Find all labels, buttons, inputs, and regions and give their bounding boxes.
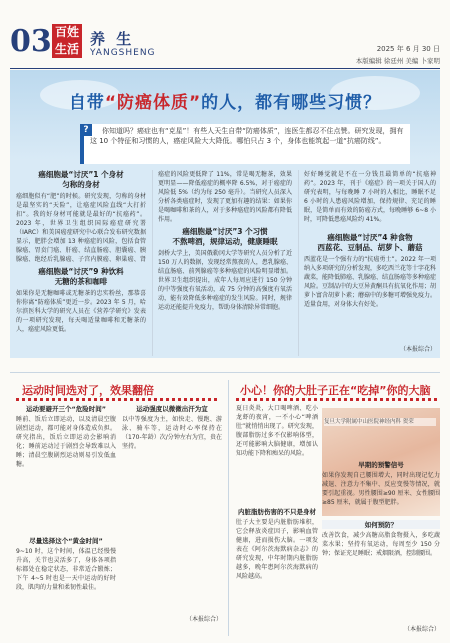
question-icon: ? bbox=[80, 124, 92, 136]
column-divider bbox=[228, 380, 229, 636]
title-underline bbox=[16, 398, 220, 401]
article-subhead: 运动强度以微微出汗为宜 bbox=[136, 405, 208, 413]
headline-part: 的人，都有哪些习惯？ bbox=[201, 93, 382, 113]
article-title: 运动时间选对了，效果翻倍 bbox=[22, 384, 154, 397]
article-right-column-2 bbox=[322, 460, 440, 516]
column-subhead: 癌细胞最“讨厌”9 种饮料 无糖的茶和咖啡 bbox=[38, 267, 124, 286]
column-divider bbox=[298, 170, 299, 356]
article-text: 睡前、饭后立即运动，以及清晨空腹剧烈运动，都可能对身体造成负担。研究指出，饭后立即运动会影响消化；睡前运动过于剧烈会导致难以入睡；清晨空腹剧烈运动则易引发低血糖。 bbox=[16, 416, 116, 468]
section-subtitle: YANGSHENG bbox=[90, 48, 156, 58]
article-text: 以中等强度为主，如快走、慢跑、游泳、骑车等，运动时心率保持在（170-年龄）次/分钟左右为宜，贵在坚持。 bbox=[122, 416, 222, 450]
article-left-column-1 bbox=[16, 404, 116, 636]
feature-column-3 bbox=[304, 170, 436, 356]
column-divider bbox=[152, 170, 153, 356]
column-subhead: 癌细胞最“讨厌”1 个身材 匀称的身材 bbox=[38, 170, 124, 189]
section-title: 养 生 bbox=[90, 30, 135, 48]
masthead-rule bbox=[10, 68, 440, 69]
article-text: 9~10 时，这个时间，体温已经慢慢升高，关节也灵活多了，身体各项指标都处在稳定状态，非常适合锻炼；下午 4~5 时也是一天中运动的好时段，肌肉的力量和柔韧性最佳。 bbox=[16, 548, 116, 591]
photo-caption: 复旦大学附属中山医院神经内科 贺荣 bbox=[324, 418, 436, 426]
column-text: 癌细胞似有“肥”的时候。研究发现，匀称的身材是最坚实的“天险”，让癌症风险直线“大打折扣”。我的好身材可能就是最好的“抗癌药”。2023 年，世界卫生组织国际癌症研究署（IARC）和美国癌症研究中心联合发布研究数据显示，肥胖会增加 13 种癌症的风险，包括食管腺癌、胃贲门癌、肝癌、结直肠癌、胆囊癌、胰腺癌、绝经后乳腺癌、子宫内膜癌、卵巢癌、肾 bbox=[16, 193, 146, 263]
issue-date: 2025 年 6 月 30 日 bbox=[376, 45, 440, 53]
article-subhead: 尽量选择这个“黄金时间” bbox=[29, 537, 103, 545]
feature-column-2 bbox=[158, 170, 292, 356]
article-text: 如果你发现自己腰围增大，同时出现记忆力减退、注意力不集中、反应变慢等情况，就要引起重视。男性腰围≥90 厘米、女性腰围≥85 厘米，就属于腹型肥胖。 bbox=[322, 472, 440, 506]
column-text: 西蓝花是一个强有力的“抗癌勇士”。2022 年一项纳入多项研究的分析发现，多吃西兰花等十字花科蔬菜，能降低肺癌、乳腺癌、结直肠癌等多种癌症风险。豆制品中的大豆异黄酮具有抗氧化作用；胡萝卜富含胡萝卜素；蘑菇中的多糖可增强免疫力。适量食用，对身体大有好处。 bbox=[304, 256, 436, 308]
headline-highlight: “防癌体质” bbox=[104, 93, 202, 113]
intro-text: 你知道吗？癌症也有“克星”！有些人天生自带“防癌体质”，连医生都忍不住点赞。研究发现，拥有这 10 个特征和习惯的人，癌症风险大大降低。哪怕只占 3 个，身体也能筑起一道“抗癌防线”。 bbox=[90, 127, 404, 145]
column-text: 如果你是无糖咖啡或无糖茶的忠实粉丝，那恭喜你你离“防癌体质”更近一步。2023 年 5 月，哈尔滨医科大学的研究人员在《营养学研究》发表的一项研究发现，每天喝适量咖啡和无糖茶的人，癌症风险更低。 bbox=[16, 290, 146, 333]
page-number: 03 bbox=[10, 24, 52, 59]
article-text: 肚子大主要是内脏脂肪堆积，它会释放炎症因子，影响血管健康，进而损伤大脑。一项发表在《阿尔茨海默病杂志》的研究发现，中年时期内脏脂肪越多，晚年患阿尔茨海默病的风险越高。 bbox=[236, 519, 318, 580]
column-text: 好好睡觉就是不在一分钱且最简单的“抗癌神药”。2023 年，刊于《癌症》的一项关于国人的研究表明，与每晚睡 7 小时的人相比，睡眠不足 6 小时的人患癌风险增加，保持规律、充足的睡眠，是简单而有效的防癌方式，每晚睡够 6~8 小时，可降低患癌风险约 41%。 bbox=[304, 171, 436, 223]
section-badge: 百姓 生活 bbox=[52, 24, 82, 58]
masthead bbox=[0, 0, 450, 70]
title-underline bbox=[236, 398, 440, 401]
article-left-column-2 bbox=[122, 404, 222, 636]
section-rule bbox=[10, 372, 440, 373]
sidebar-text: 改善饮食，减少高糖高脂食物摄入，多吃蔬菜水果；坚持有氧运动，每周至少 150 分钟；保证充足睡眠；戒烟限酒，控制腰围。 bbox=[322, 532, 440, 557]
article-title: 小心！你的大肚子正在“吃掉”你的大脑 bbox=[240, 384, 431, 397]
article-text: 夏日炎炎，大口喝啤酒、吃小龙虾的夜宵，一不小心“啤酒肚”就悄悄出现了。研究发现，腹部脂肪过多不仅影响体型，还可能影响大脑健康，增加认知功能下降和痴呆的风险。 bbox=[236, 405, 318, 457]
sidebar-heading: 如何预防？ bbox=[322, 520, 440, 529]
article-right-column-1 bbox=[236, 404, 318, 636]
article-subhead: 运动要避开三个“危险时间” bbox=[25, 405, 107, 413]
source-note: （本报综合） bbox=[185, 616, 222, 623]
column-subhead: 癌细胞最“讨厌”3 个习惯 不熬啤酒，规律运动，健康睡眠 bbox=[172, 227, 278, 246]
source-note: （本报综合） bbox=[399, 346, 436, 353]
prevention-sidebar bbox=[322, 520, 440, 634]
headline-part: 自带 bbox=[68, 93, 105, 113]
feature-headline bbox=[10, 88, 440, 113]
column-subhead: 癌细胞最“讨厌”4 种食物 西蓝花、豆制品、胡萝卜、蘑菇 bbox=[317, 233, 423, 252]
feature-column-1 bbox=[16, 170, 146, 356]
column-text: 癌症的风险更低降了 11%，常是喝无糖茶，效果更明显——降低癌症的概率降 6.5%，对于癌症的风险低 5%（约为每 250 毫升）。当研究人员深入分析各类癌症时，发现了更加有趣的结果：如果你是喝咖啡和茶的人，对于多种癌症的风险都有降低作用。 bbox=[158, 171, 292, 223]
source-note: （本报综合） bbox=[403, 626, 440, 633]
article-subhead: 内脏脂肪伤害的不只是身材 bbox=[238, 508, 316, 516]
editor-credits: 本版编辑 徐廷州 美编 卜家明 bbox=[355, 57, 440, 65]
column-text: 剑桥大学上，美国俄勒冈大学等研究人员分析了近 150 万人的数据，发现经常熬夜的人，患乳腺癌、结直肠癌、前列腺癌等多种癌症的风险明显增加。世界卫生组织提出，成年人每周应进行 150 分钟的中等强度有氧活动，或 75 分钟的高强度有氧活动，能有效降低多种癌症的发生风险。同时，规律运动还能提升免疫力，帮助身体清除异常细胞。 bbox=[158, 250, 292, 311]
article-subhead: 早期的预警信号 bbox=[358, 461, 404, 469]
feature-intro bbox=[80, 124, 410, 164]
